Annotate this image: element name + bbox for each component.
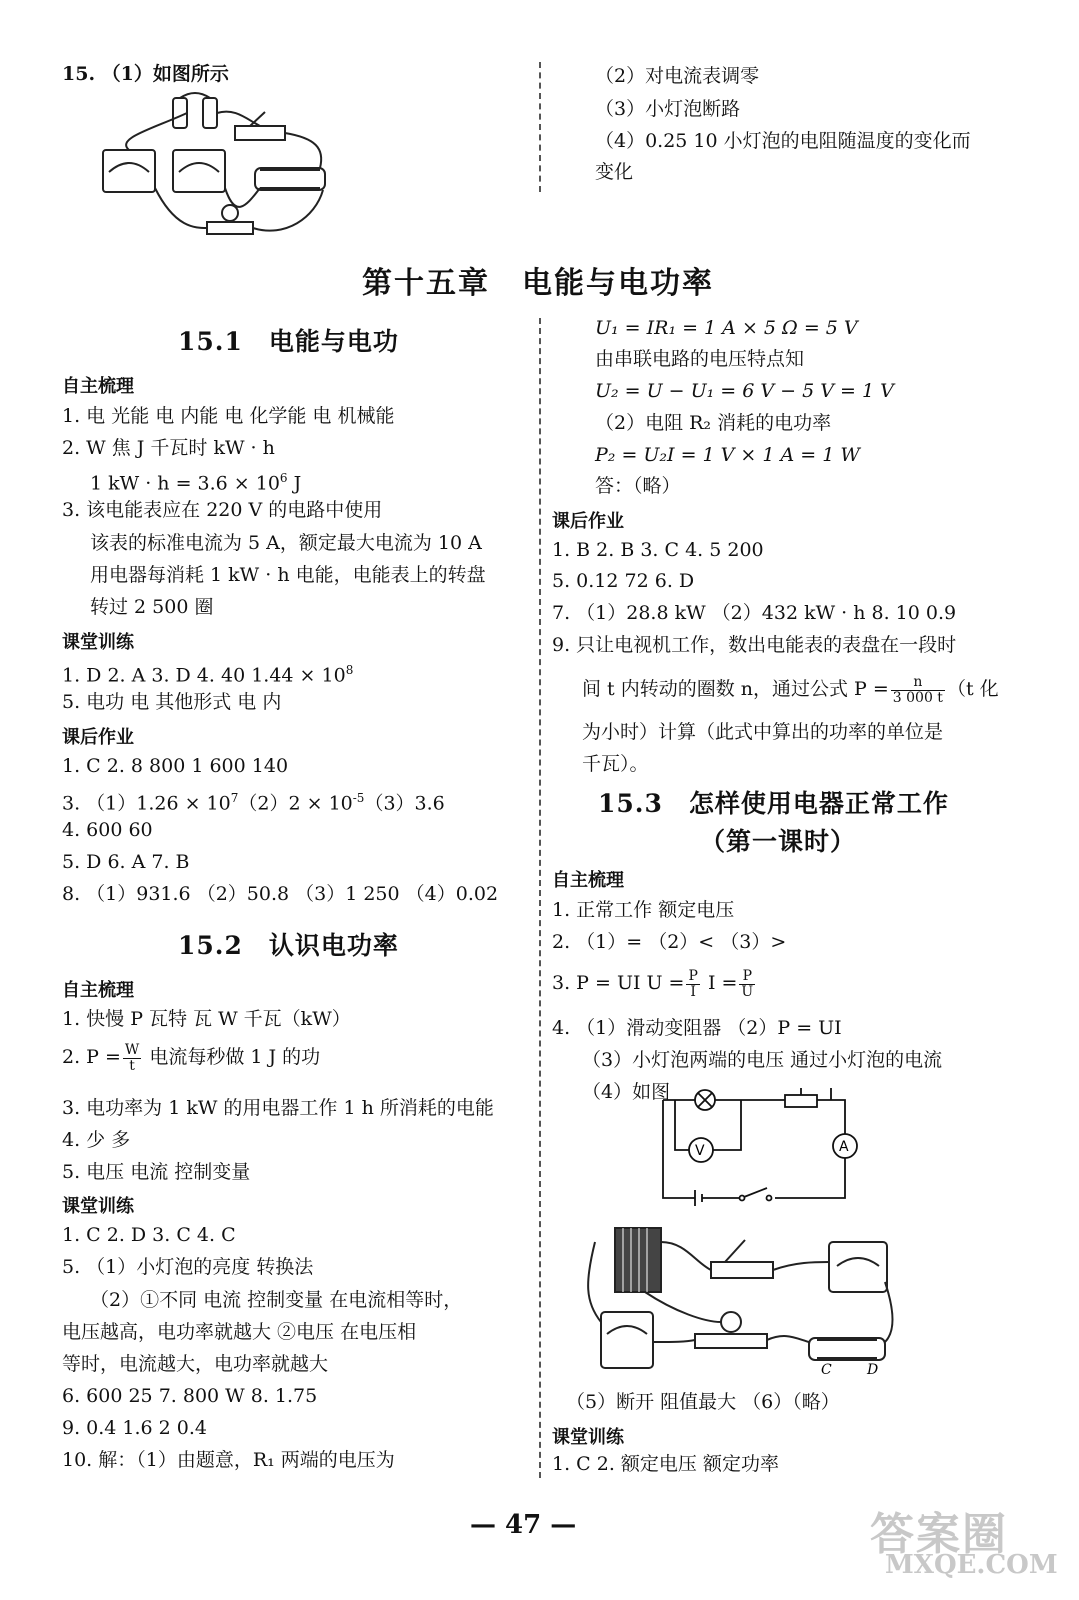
power-formula-fraction-2: $\frac{n}{3 000 t}$ [892, 673, 943, 706]
s152-class-2: 5. （1）小灯泡的亮度 转换法 [62, 1256, 314, 1278]
s151-hw-2: 3. $(1)1.26 \times 10^7(2)2 \times 10^{-5}(3)3.6$ [62, 791, 445, 815]
s151-line-2: 2. W 焦 J 千瓦时 kW · h [62, 437, 275, 459]
page-number: — 47 — [470, 1510, 577, 1540]
rc-line-4: （2）电阻 R₂ 消耗的电功率 [595, 412, 832, 434]
s152-line-1: 1. 快慢 P 瓦特 瓦 W 千瓦（kW） [62, 1008, 351, 1030]
s152-heading-zzsl: 自主梳理 [62, 980, 134, 1001]
rc-hw-3: 7. （1）28.8 kW （2）432 kW · h 8. 10 0.9 [552, 602, 957, 624]
q15-label: 15. （1）如图所示 [62, 63, 229, 85]
s152-class-8: 10. 解：（1）由题意，R₁ 两端的电压为 [62, 1449, 395, 1471]
section-15-1-title: 15.1 电能与电功 [178, 327, 399, 356]
voltage-fraction: $\frac{P}{I}$ [688, 967, 698, 1000]
rheostat-symbol [785, 1095, 817, 1107]
top-right-line-2: （3）小灯泡断路 [595, 98, 741, 120]
rc-hw-7: 千瓦）。 [582, 753, 649, 775]
s151-hw-4: 5. D 6. A 7. B [62, 851, 190, 873]
s151-hw-1: 1. C 2. 8 800 1 600 140 [62, 755, 289, 777]
rc-heading-khzy: 课后作业 [552, 511, 624, 532]
section-15-3-subtitle: （第一课时） [700, 827, 857, 856]
s151-heading-khzy: 课后作业 [62, 727, 134, 748]
s152-line-3: 3. 电功率为 1 kW 的用电器工作 1 h 所消耗的电能 [62, 1097, 494, 1119]
apparatus-figure-top [95, 88, 335, 248]
power-formula-fraction: $\frac{W}{t}$ [124, 1041, 140, 1074]
s152-line-4: 4. 少 多 [62, 1129, 131, 1151]
top-right-line-3: （4）0.25 10 小灯泡的电阻随温度的变化而 [595, 130, 971, 152]
s151-heading-ktxl: 课堂训练 [62, 632, 134, 653]
rc-line-5: P₂ = U₂I = 1 V × 1 A = 1 W [595, 444, 860, 466]
apparatus-figure-bottom [585, 1222, 895, 1382]
s151-class-1: 1. D 2. A 3. D 4. 40 $1.44 \times 10^8$ [62, 663, 354, 687]
s151-hw-3: 4. 600 60 [62, 819, 153, 841]
s152-line-5: 5. 电压 电流 控制变量 [62, 1161, 251, 1183]
top-right-line-1: （2）对电流表调零 [595, 65, 760, 87]
s153-heading-ktxl: 课堂训练 [552, 1427, 624, 1448]
rc-hw-6: 为小时）计算（此式中算出的功率的单位是 [582, 721, 944, 743]
s152-heading-ktxl: 课堂训练 [62, 1196, 134, 1217]
rc-line-2: 由串联电路的电压特点知 [595, 348, 805, 370]
rc-line-3: U₂ = U − U₁ = 6 V − 5 V = 1 V [595, 380, 894, 402]
rc-hw-4: 9. 只让电视机工作，数出电能表的表盘在一段时 [552, 634, 957, 656]
s151-line-7: 转过 2 500 圈 [90, 596, 214, 618]
voltmeter-label: V [695, 1143, 705, 1159]
chapter-title: 第十五章 电能与电功率 [362, 266, 714, 301]
s151-hw-5: 8. （1）931.6 （2）50.8 （3）1 250 （4）0.02 [62, 883, 499, 905]
s151-heading-zzsl: 自主梳理 [62, 376, 134, 397]
section-15-3-title: 15.3 怎样使用电器正常工作 [598, 789, 949, 818]
s151-line-6: 用电器每消耗 1 kW · h 电能，电能表上的转盘 [90, 564, 486, 586]
rc-hw-5: 间 t 内转动的圈数 n，通过公式 P = $\frac{n}{3 000 t}$ （t 化 [582, 673, 999, 706]
s152-class-5: 等时，电流越大，电功率就越大 [62, 1353, 329, 1375]
circuit-diagram [655, 1088, 865, 1213]
s153-class-1: 1. C 2. 额定电压 额定功率 [552, 1453, 779, 1475]
s153-line-6: （4）如图 [582, 1081, 671, 1103]
s151-line-1: 1. 电 光能 电 内能 电 化学能 电 机械能 [62, 405, 395, 427]
s153-line-5: （3）小灯泡两端的电压 通过小灯泡的电流 [582, 1049, 943, 1071]
current-fraction: $\frac{P}{U}$ [741, 967, 754, 1000]
s153-line-1: 1. 正常工作 额定电压 [552, 899, 735, 921]
rc-hw-2: 5. 0.12 72 6. D [552, 570, 695, 592]
rc-line-1: U₁ = IR₁ = 1 A × 5 Ω = 5 V [595, 317, 858, 339]
s152-class-7: 9. 0.4 1.6 2 0.4 [62, 1417, 208, 1439]
s153-line-4: 4. （1）滑动变阻器 （2）P = UI [552, 1017, 842, 1039]
s153-line-3: 3. P = UI U = $\frac{P}{I}$ I = $\frac{P}{U}$ [552, 967, 754, 1000]
column-divider-top [539, 62, 541, 192]
s151-line-4: 3. 该电能表应在 220 V 的电路中使用 [62, 499, 383, 521]
top-right-line-4: 变化 [595, 161, 634, 183]
section-15-2-title: 15.2 认识电功率 [178, 931, 399, 960]
s152-class-3: （2）①不同 电流 控制变量 在电流相等时， [90, 1289, 463, 1311]
column-divider-main [539, 318, 541, 1478]
s151-line-3: 1 kW · $h = 3.6 \times 10^6$ J [90, 471, 302, 495]
s151-line-5: 该表的标准电流为 5 A，额定最大电流为 10 A [90, 532, 482, 554]
watermark-url: MXQE.COM [885, 1550, 1058, 1580]
s152-class-6: 6. 600 25 7. 800 W 8. 1.75 [62, 1385, 318, 1407]
s153-line-7: （5）断开 阻值最大 （6）（略） [566, 1391, 840, 1413]
terminal-label-d: D [867, 1362, 879, 1378]
s152-line-2: 2. P = $\frac{W}{t}$ 电流每秒做 1 J 的功 [62, 1041, 321, 1074]
watermark-logo: 答案圈 [870, 1509, 1008, 1560]
s151-class-2: 5. 电功 电 其他形式 电 内 [62, 691, 282, 713]
s152-class-4: 电压越高，电功率就越大 ②电压 在电压相 [62, 1321, 417, 1343]
terminal-label-c: C [821, 1362, 832, 1378]
rc-hw-1: 1. B 2. B 3. C 4. 5 200 [552, 539, 764, 561]
rc-line-6: 答：（略） [595, 475, 681, 497]
s153-heading-zzsl: 自主梳理 [552, 870, 624, 891]
ammeter-label: A [839, 1139, 849, 1155]
s152-class-1: 1. C 2. D 3. C 4. C [62, 1224, 236, 1246]
s153-line-2: 2. （1）= （2）< （3）> [552, 931, 787, 953]
